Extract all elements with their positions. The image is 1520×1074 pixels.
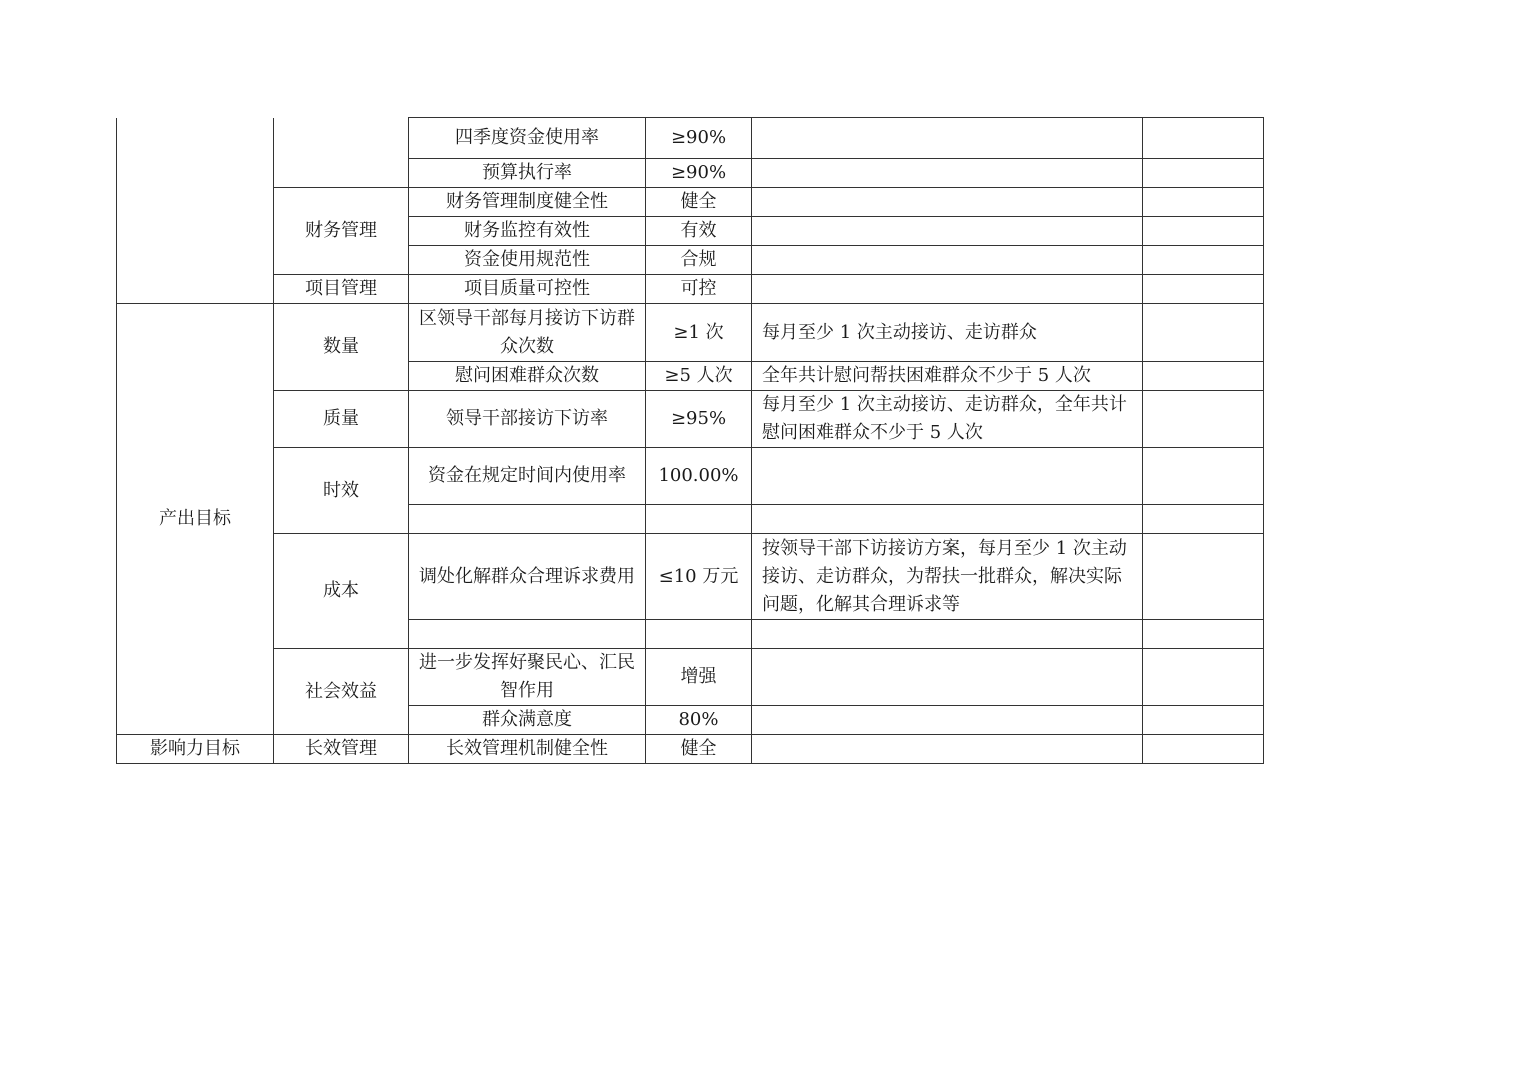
indicator-cell: 财务管理制度健全性: [409, 188, 646, 217]
target-value-cell: 健全: [646, 735, 752, 764]
performance-indicator-table: [116, 117, 1264, 764]
target-value-cell: 合规: [646, 246, 752, 275]
level2-cell: 质量: [274, 391, 409, 448]
extra-cell: [1143, 534, 1264, 620]
extra-cell: [1143, 159, 1264, 188]
table-row: [117, 735, 1264, 764]
table-row: [117, 649, 1264, 706]
extra-cell: [1143, 735, 1264, 764]
level1-cell: 产出目标: [117, 304, 274, 735]
indicator-cell: 群众满意度: [409, 706, 646, 735]
target-value-cell: [646, 620, 752, 649]
level2-cell: 财务管理: [274, 188, 409, 275]
note-cell: [752, 246, 1143, 275]
extra-cell: [1143, 304, 1264, 362]
level2-cell: 数量: [274, 304, 409, 391]
note-cell: [752, 159, 1143, 188]
extra-cell: [1143, 118, 1264, 159]
target-value-cell: 80%: [646, 706, 752, 735]
indicator-cell: [409, 620, 646, 649]
note-cell: 全年共计慰问帮扶困难群众不少于 5 人次: [752, 362, 1143, 391]
indicator-cell: 调处化解群众合理诉求费用: [409, 534, 646, 620]
indicator-cell: 长效管理机制健全性: [409, 735, 646, 764]
level2-cell: [274, 118, 409, 188]
indicator-cell: 慰问困难群众次数: [409, 362, 646, 391]
target-value-cell: ≥1 次: [646, 304, 752, 362]
target-value-cell: ≥95%: [646, 391, 752, 448]
table-row: [117, 391, 1264, 448]
extra-cell: [1143, 649, 1264, 706]
note-cell: [752, 649, 1143, 706]
note-cell: [752, 217, 1143, 246]
extra-cell: [1143, 275, 1264, 304]
target-value-cell: 100.00%: [646, 448, 752, 505]
note-cell: 每月至少 1 次主动接访、走访群众，全年共计慰问困难群众不少于 5 人次: [752, 391, 1143, 448]
table-row: [117, 118, 1264, 159]
indicator-cell: 四季度资金使用率: [409, 118, 646, 159]
indicator-cell: 区领导干部每月接访下访群众次数: [409, 304, 646, 362]
extra-cell: [1143, 362, 1264, 391]
note-cell: 按领导干部下访接访方案，每月至少 1 次主动接访、走访群众，为帮扶一批群众，解决实际问题，化解其合理诉求等: [752, 534, 1143, 620]
target-value-cell: 增强: [646, 649, 752, 706]
level2-cell: 长效管理: [274, 735, 409, 764]
note-cell: [752, 275, 1143, 304]
indicator-cell: 进一步发挥好聚民心、汇民智作用: [409, 649, 646, 706]
extra-cell: [1143, 620, 1264, 649]
target-value-cell: ≥90%: [646, 118, 752, 159]
note-cell: [752, 188, 1143, 217]
indicator-cell: 资金在规定时间内使用率: [409, 448, 646, 505]
indicator-cell: 预算执行率: [409, 159, 646, 188]
note-cell: [752, 620, 1143, 649]
note-cell: [752, 505, 1143, 534]
indicator-cell: [409, 505, 646, 534]
note-cell: [752, 448, 1143, 505]
extra-cell: [1143, 391, 1264, 448]
indicator-cell: 项目质量可控性: [409, 275, 646, 304]
extra-cell: [1143, 246, 1264, 275]
target-value-cell: ≤10 万元: [646, 534, 752, 620]
extra-cell: [1143, 217, 1264, 246]
note-cell: [752, 118, 1143, 159]
extra-cell: [1143, 188, 1264, 217]
target-value-cell: ≥5 人次: [646, 362, 752, 391]
note-cell: [752, 706, 1143, 735]
note-cell: [752, 735, 1143, 764]
target-value-cell: 有效: [646, 217, 752, 246]
target-value-cell: ≥90%: [646, 159, 752, 188]
target-value-cell: [646, 505, 752, 534]
level1-cell: 影响力目标: [117, 735, 274, 764]
table-row: [117, 275, 1264, 304]
target-value-cell: 健全: [646, 188, 752, 217]
indicator-cell: 领导干部接访下访率: [409, 391, 646, 448]
level2-cell: 成本: [274, 534, 409, 649]
extra-cell: [1143, 505, 1264, 534]
level2-cell: 时效: [274, 448, 409, 534]
indicator-cell: 财务监控有效性: [409, 217, 646, 246]
table-row: [117, 304, 1264, 362]
level2-cell: 社会效益: [274, 649, 409, 735]
level2-cell: 项目管理: [274, 275, 409, 304]
table-row: [117, 534, 1264, 620]
table-row: [117, 448, 1264, 505]
note-cell: 每月至少 1 次主动接访、走访群众: [752, 304, 1143, 362]
indicator-cell: 资金使用规范性: [409, 246, 646, 275]
level1-cell: [117, 118, 274, 304]
table-row: [117, 188, 1264, 217]
extra-cell: [1143, 706, 1264, 735]
target-value-cell: 可控: [646, 275, 752, 304]
extra-cell: [1143, 448, 1264, 505]
